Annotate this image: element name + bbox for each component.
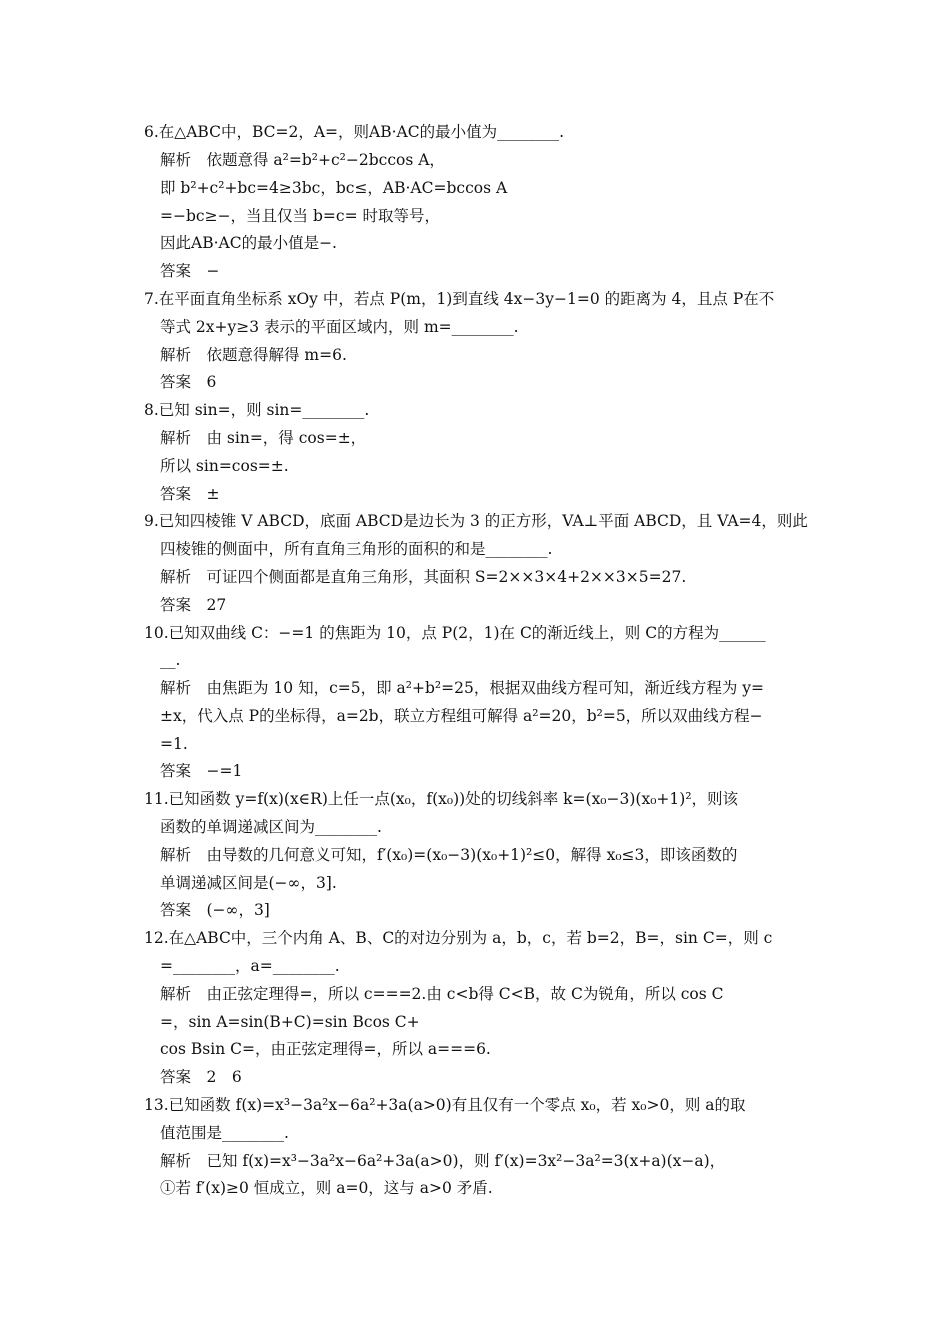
question-13-stem-continued: 值范围是________. bbox=[160, 1124, 289, 1142]
question-8-answer: 答案 ± bbox=[160, 485, 220, 503]
question-10-stem-continued: __. bbox=[160, 651, 181, 669]
question-11-stem: 11.已知函数 y=f(x)(x∈R)上任一点(x₀，f(x₀))处的切线斜率 k=(x₀−3)(x₀+1)²，则该 bbox=[144, 790, 739, 808]
question-7-analysis-line: 解析 依题意得解得 m=6. bbox=[160, 346, 347, 364]
question-12-analysis-line: =，sin A=sin(B+C)=sin Bcos C+ bbox=[160, 1013, 420, 1031]
question-11-analysis-line: 单调递减区间是(−∞，3]. bbox=[160, 874, 337, 892]
question-6-analysis-line: =−bc≥−，当且仅当 b=c= 时取等号， bbox=[160, 207, 440, 225]
question-6-stem: 6.在△ABC中，BC=2，A=，则AB·AC的最小值为________. bbox=[144, 123, 564, 141]
question-8-analysis-line: 所以 sin=cos=±. bbox=[160, 457, 289, 475]
question-10-analysis-line: =1. bbox=[160, 735, 188, 753]
question-6-analysis-line: 即 b²+c²+bc=4≥3bc，bc≤，AB·AC=bccos A bbox=[160, 179, 508, 197]
question-10-stem: 10.已知双曲线 C：−=1 的焦距为 10，点 P(2，1)在 C的渐近线上，则 C的方程为______ bbox=[144, 624, 766, 642]
question-11-answer: 答案 (−∞，3] bbox=[160, 901, 270, 919]
question-6-analysis-line: 因此AB·AC的最小值是−. bbox=[160, 234, 337, 252]
question-8-stem: 8.已知 sin=，则 sin=________. bbox=[144, 401, 370, 419]
question-7-stem: 7.在平面直角坐标系 xOy 中，若点 P(m，1)到直线 4x−3y−1=0 的距离为 4，且点 P在不 bbox=[144, 290, 775, 308]
question-6-analysis-line: 解析 依题意得 a²=b²+c²−2bccos A， bbox=[160, 151, 445, 169]
question-9-stem-continued: 四棱锥的侧面中，所有直角三角形的面积的和是________. bbox=[160, 540, 553, 558]
question-13-analysis-line: ①若 f′(x)≥0 恒成立，则 a=0，这与 a>0 矛盾. bbox=[160, 1179, 493, 1197]
question-7-stem-continued: 等式 2x+y≥3 表示的平面区域内，则 m=________. bbox=[160, 318, 519, 336]
question-13-analysis-line: 解析 已知 f(x)=x³−3a²x−6a²+3a(a>0)，则 f′(x)=3x²−3a²=3(x+a)(x−a)， bbox=[160, 1152, 726, 1170]
question-10-answer: 答案 −=1 bbox=[160, 762, 243, 780]
question-10-analysis-line: ±x，代入点 P的坐标得，a=2b，联立方程组可解得 a²=20，b²=5，所以双曲线方程− bbox=[160, 707, 763, 725]
question-9-answer: 答案 27 bbox=[160, 596, 227, 614]
question-10-analysis-line: 解析 由焦距为 10 知，c=5，即 a²+b²=25，根据双曲线方程可知，渐近线方程为 y= bbox=[160, 679, 764, 697]
question-12-stem-continued: =________，a=________. bbox=[160, 957, 340, 975]
question-12-answer: 答案 2 6 bbox=[160, 1068, 242, 1086]
question-13-stem: 13.已知函数 f(x)=x³−3a²x−6a²+3a(a>0)有且仅有一个零点 x₀，若 x₀>0，则 a的取 bbox=[144, 1096, 746, 1114]
question-6-answer: 答案 − bbox=[160, 262, 220, 280]
question-9-analysis-line: 解析 可证四个侧面都是直角三角形，其面积 S=2××3×4+2××3×5=27. bbox=[160, 568, 687, 586]
question-8-analysis-line: 解析 由 sin=，得 cos=±， bbox=[160, 429, 367, 447]
question-12-analysis-line: cos Bsin C=，由正弦定理得=，所以 a===6. bbox=[160, 1040, 491, 1058]
question-11-stem-continued: 函数的单调递减区间为________. bbox=[160, 818, 382, 836]
question-7-answer: 答案 6 bbox=[160, 373, 217, 391]
question-12-stem: 12.在△ABC中，三个内角 A、B、C的对边分别为 a，b，c，若 b=2，B=，sin C=，则 c bbox=[144, 929, 773, 947]
question-9-stem: 9.已知四棱锥 V ABCD，底面 ABCD是边长为 3 的正方形，VA⊥平面 ABCD，且 VA=4，则此 bbox=[144, 512, 808, 530]
question-12-analysis-line: 解析 由正弦定理得=，所以 c===2.由 c<b得 C<B，故 C为锐角，所以 cos C bbox=[160, 985, 724, 1003]
question-11-analysis-line: 解析 由导数的几何意义可知，f′(x₀)=(x₀−3)(x₀+1)²≤0，解得 x₀≤3，即该函数的 bbox=[160, 846, 738, 864]
